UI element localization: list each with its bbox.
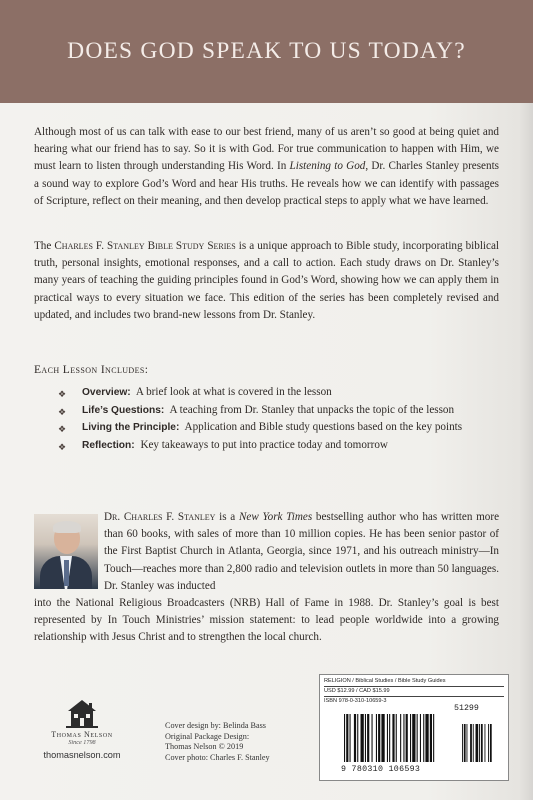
cover-headline: DOES GOD SPEAK TO US TODAY? <box>67 38 466 64</box>
lessons-heading: Each Lesson Includes: <box>34 364 149 376</box>
series-text-a: The <box>34 240 55 252</box>
category: RELIGION / Biblical Studies / Bible Study Guides <box>324 678 446 684</box>
publisher-name: Thomas Nelson <box>51 730 113 739</box>
book-title: Listening to God <box>289 160 366 173</box>
description-text-b: , Dr. Charles Stanley presents a sound way to explore God’s Word and hear His truths. He reveals how we can identify with passages of Scripture, reflect on their meaning, and then develop practical steps to apply what we have learned. <box>34 160 500 207</box>
header-band <box>0 0 533 103</box>
lesson-label: Overview: <box>82 387 131 398</box>
publisher-url: thomasnelson.com <box>43 750 121 760</box>
list-item <box>58 404 498 422</box>
series-paragraph <box>34 238 499 324</box>
cover-credits: Cover design by: Belinda Bass Original Package Design: Thomas Nelson © 2019 Cover photo: Charles F. Stanley <box>165 721 270 762</box>
lesson-text: Key takeaways to put into practice today and tomorrow <box>140 438 388 451</box>
series-text-b: is a unique approach to Bible study, incorporating biblical truth, personal insights, emotional responses, and a call to action. Each study draws on Dr. Stanley’s many years of teaching the guiding principles found in God’s Word, showing how we can apply them in practical ways to every situation we face. This edition of the series has been completely revised and updated, and includes two brand-new lessons from Dr. Stanley. <box>34 240 499 321</box>
lesson-label: Living the Principle: <box>82 422 180 433</box>
author-bio-continued: into the National Religious Broadcasters (NRB) Hall of Fame in 1988. Dr. Stanley’s goal is best represented by In Touch Ministries’ mission statement: to lead people worldwide into a growing relationship with Jesus Christ and to strengthen the local church. <box>34 597 499 644</box>
series-name: Charles F. Stanley Bible Study Series <box>54 240 236 252</box>
bullet-icon: ❖ <box>58 424 67 434</box>
publisher-since: Since 1798 <box>68 739 96 746</box>
nyt-mention: New York Times <box>238 511 313 523</box>
lesson-text: A brief look at what is covered in the lesson <box>135 386 332 398</box>
description-paragraph <box>34 124 499 210</box>
price-code: 51299 <box>454 704 479 713</box>
bullet-icon: ❖ <box>58 389 67 399</box>
bullet-icon: ❖ <box>58 406 67 417</box>
barcode-panel <box>319 674 509 781</box>
list-item <box>58 386 498 404</box>
bullet-icon: ❖ <box>58 441 67 452</box>
lesson-label: Life’s Questions: <box>82 404 165 416</box>
lesson-text: A teaching from Dr. Stanley that unpacks the topic of the lesson <box>169 403 455 416</box>
barcode-info <box>324 678 504 705</box>
author-photo <box>34 514 98 589</box>
list-item <box>58 439 498 457</box>
lessons-list <box>58 386 498 456</box>
lesson-text: Application and Bible study questions based on the key points <box>184 421 463 433</box>
barcode-icon <box>342 714 502 762</box>
isbn: ISBN 978-0-310-10659-3 <box>324 698 387 704</box>
house-icon <box>65 699 99 729</box>
author-bio: Dr. Charles F. Stanley is a New York Times bestselling author who has written more than 60 books, with sales of more than 10 million copies. He has been senior pastor of the First Baptist Church in Atlanta, Georgia, since 1971, and his outreach ministry—In Touch—reaches more than 2,800 radio and television outlets in more than 50 languages. Dr. Stanley was inducted <box>104 511 500 592</box>
lesson-label: Reflection: <box>82 439 135 451</box>
list-item <box>58 421 498 439</box>
author-name: Dr. Charles F. Stanley <box>104 511 216 523</box>
description-text-a: Although most of us can talk with ease to our best friend, many of us aren’t so good at being quiet and hearing what our friend has to say. So it is with God. For true communication to happen with Him, we must learn to listen through understanding His Word. In <box>34 126 499 173</box>
price: USD $12.99 / CAD $15.99 <box>324 688 390 694</box>
ean-number: 9 780310 106593 <box>341 765 421 774</box>
publisher-logo <box>42 699 122 760</box>
